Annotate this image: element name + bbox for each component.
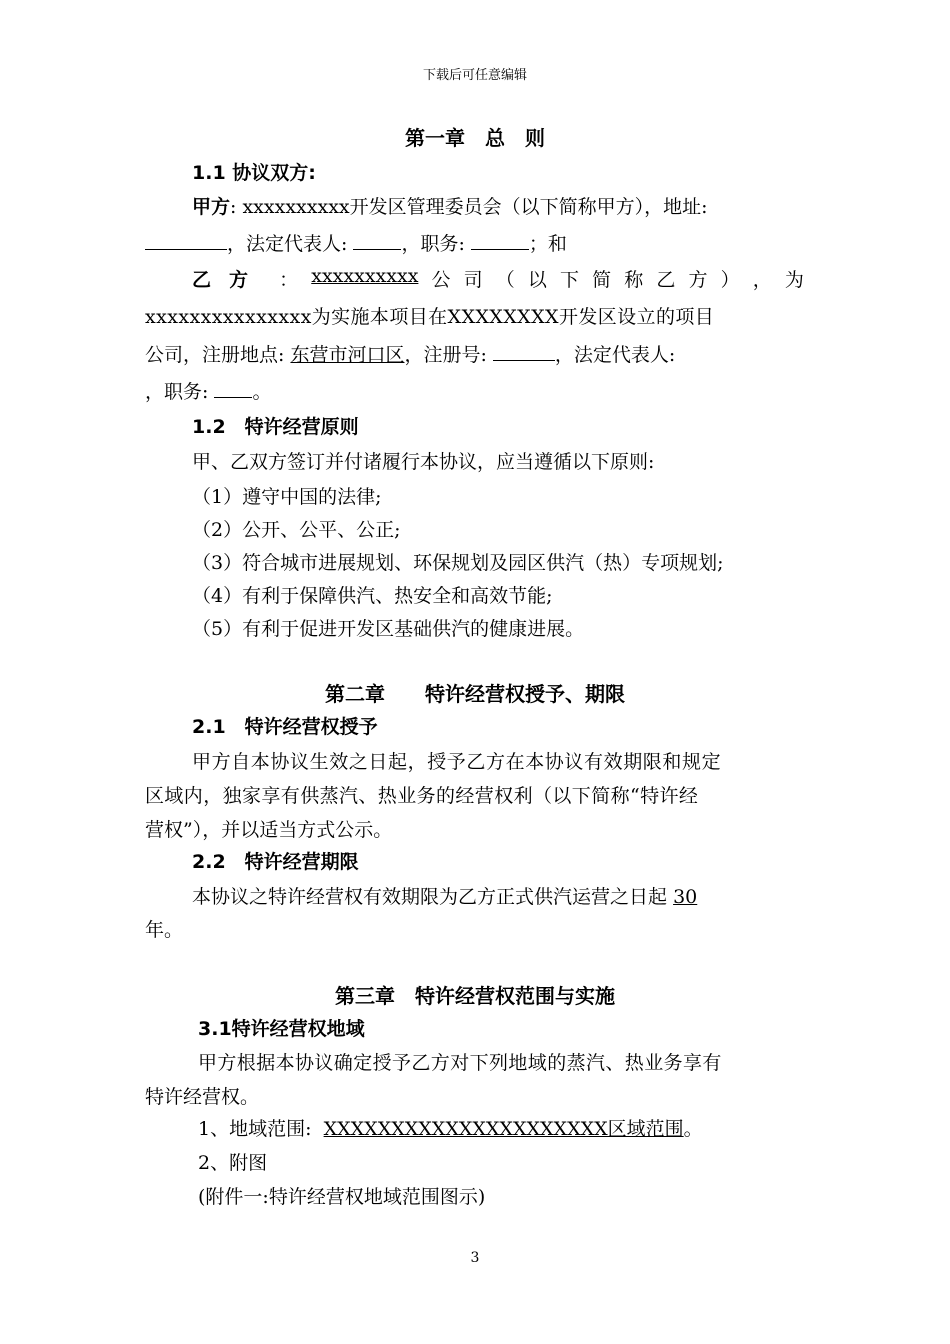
region-value: XXXXXXXXXXXXXXXXXXXXX区域范围 [323, 1118, 684, 1140]
principle-item: （2）公开、公平、公正; [192, 519, 401, 541]
party-b-label: 乙方 [192, 269, 267, 291]
term-years: 30 [673, 886, 698, 908]
chapter-2-title: 第二章 特许经营权授予、期限 [325, 682, 625, 706]
party-b-char: 简 [592, 269, 612, 291]
party-b-char: 称 [624, 269, 644, 291]
page-number: 3 [470, 1250, 480, 1266]
position-label: ，职务: [401, 233, 465, 255]
section-2-2-heading: 2.2 特许经营期限 [192, 851, 359, 873]
party-b-char: 为 [784, 269, 804, 291]
party-b-char: ， [752, 269, 772, 291]
chapter-3-title: 第三章 特许经营权范围与实施 [335, 984, 615, 1008]
reg-number-label: ，注册号: [404, 344, 487, 366]
party-b-line-2: xxxxxxxxxxxxxxx为实施本项目在XXXXXXXX开发区设立的项目 [145, 306, 715, 328]
principle-item: （1）遵守中国的法律; [192, 486, 382, 508]
party-a-label: 甲方 [192, 196, 231, 218]
party-b-position-blank [214, 380, 252, 398]
region-item [198, 1114, 703, 1141]
principle-item: （5）有利于促进开发区基础供汽的健康进展。 [192, 618, 585, 640]
party-b-char: 司 [463, 269, 483, 291]
legal-rep-blank [353, 232, 401, 250]
section-2-1-line-1: 甲方自本协议生效之日起，授予乙方在本协议有效期限和规定 [192, 751, 722, 773]
party-b-line-4 [145, 377, 271, 404]
section-3-1-line-2: 特许经营权。 [145, 1086, 260, 1108]
reg-place-label: 公司，注册地点: [145, 344, 285, 366]
principle-item: （3）符合城市进展规划、环保规划及园区供汽（热）专项规划; [192, 552, 724, 574]
section-3-1-heading: 3.1特许经营权地域 [198, 1018, 365, 1040]
section-1-2-heading: 1.2 特许经营原则 [192, 416, 359, 438]
section-3-1-line-1: 甲方根据本协议确定授予乙方对下列地域的蒸汽、热业务享有 [198, 1052, 722, 1074]
principle-item: （4）有利于保障供汽、热安全和高效节能; [192, 585, 553, 607]
party-b-char: 以 [527, 269, 547, 291]
and-text: ；和 [528, 233, 567, 255]
party-a-text: xxxxxxxxxx开发区管理委员会（以下简称甲方），地址: [242, 196, 708, 218]
party-a-colon: : [230, 196, 237, 218]
party-a-line-2 [145, 229, 567, 256]
party-b-char: 方 [688, 269, 708, 291]
region-label: 1、地域范围: [198, 1118, 312, 1140]
party-b-name: xxxxxxxxxx [311, 265, 419, 287]
map-attachment-note: (附件一:特许经营权地域范围图示) [198, 1186, 486, 1208]
party-b-char: 公 [431, 269, 451, 291]
address-blank [145, 232, 227, 250]
party-b-char: 下 [560, 269, 580, 291]
chapter-1-title: 第一章 总 则 [405, 126, 545, 150]
section-2-1-line-3: 营权”），并以适当方式公示。 [145, 819, 393, 841]
party-b-colon: ： [279, 269, 299, 291]
legal-rep-label: ，法定代表人: [227, 233, 348, 255]
page-header: 下载后可任意编辑 [422, 68, 527, 83]
party-b-char: ） [720, 269, 740, 291]
section-1-1-heading: 1.1 协议双方: [192, 162, 316, 184]
party-b-legal-rep-label: ，法定代表人: [554, 344, 676, 366]
party-b-period: 。 [252, 381, 272, 403]
section-2-1-line-2: 区域内，独家享有供蒸汽、热业务的经营权利（以下简称“特许经 [145, 785, 699, 807]
section-2-1-heading: 2.1 特许经营权授予 [192, 716, 378, 738]
principles-intro: 甲、乙双方签订并付诸履行本协议，应当遵循以下原则: [192, 451, 655, 473]
party-b-char: 乙 [656, 269, 676, 291]
position-blank [471, 232, 529, 250]
party-a-line-1 [192, 192, 708, 219]
reg-place-value: 东营市河口区 [290, 344, 405, 366]
section-2-2-line-2: 年。 [145, 919, 184, 941]
section-2-2-line-1 [192, 882, 709, 909]
party-b-char: （ [495, 269, 515, 291]
party-b-line-3 [145, 340, 675, 367]
region-period: 。 [683, 1118, 703, 1140]
term-text: 本协议之特许经营权有效期限为乙方正式供汽运营之日起 [192, 886, 668, 908]
reg-number-blank [493, 343, 555, 361]
party-b-position-label: ，职务: [145, 381, 209, 403]
map-item: 2、附图 [198, 1152, 268, 1174]
party-b-line-1 [192, 265, 804, 292]
